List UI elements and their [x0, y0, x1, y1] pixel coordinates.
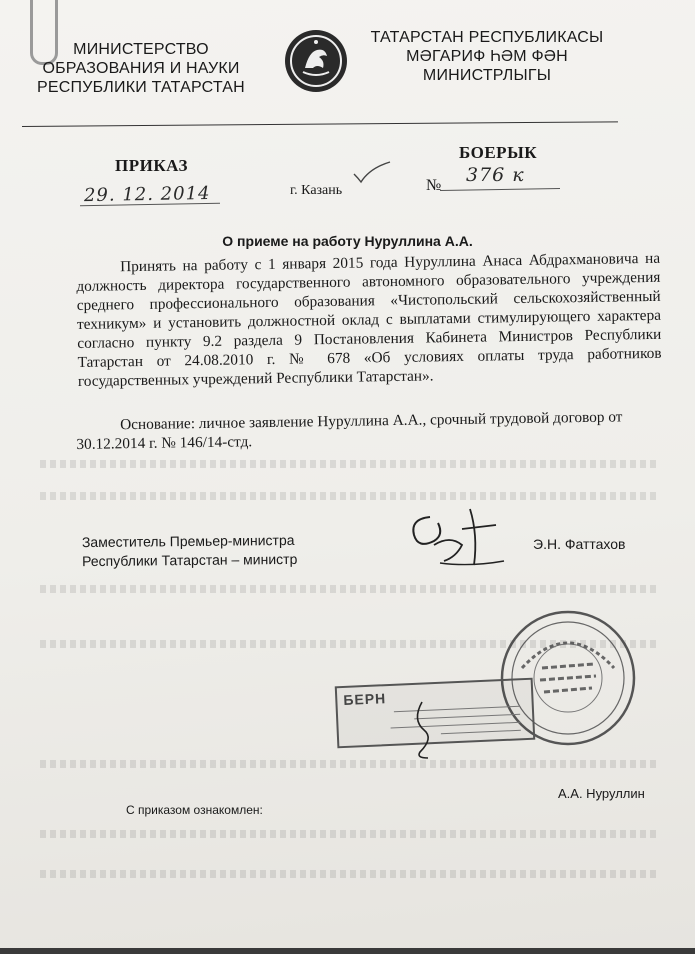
acknowledgement-label: С приказом ознакомлен:	[126, 803, 263, 817]
tatarstan-coat-of-arms-icon	[283, 28, 349, 94]
bleedthrough-line	[40, 760, 660, 768]
order-subject: О приеме на работу Нуруллина А.А.	[222, 233, 473, 249]
header-divider	[22, 121, 618, 127]
bleedthrough-line	[40, 460, 660, 468]
acknowledged-person: А.А. Нуруллин	[558, 786, 645, 801]
order-number-label: №	[426, 177, 442, 194]
signer-title	[82, 531, 298, 571]
header-right-line: МӘГАРИФ ҺӘМ ФӘН	[406, 48, 568, 65]
checkmark-icon	[352, 160, 392, 184]
bleedthrough-line	[40, 640, 660, 648]
number-underline	[440, 188, 560, 191]
scan-bottom-edge	[0, 948, 695, 954]
bleedthrough-line	[40, 492, 660, 500]
ministry-header-russian	[30, 40, 252, 97]
handwritten-signature-icon	[400, 505, 510, 575]
bleedthrough-line	[40, 585, 660, 593]
header-right-line: МИНИСТРЛЫГЫ	[422, 67, 552, 84]
bleedthrough-line	[40, 830, 660, 838]
order-title-russian: ПРИКАЗ	[115, 156, 188, 175]
header-left-line: МИНИСТЕРСТВО	[73, 41, 209, 58]
signer-title-line: Заместитель Премьер-министра	[81, 531, 295, 551]
order-body: Принять на работу с 1 января 2015 года Нуруллина Анаса Абдрахмановича на должность директора государственного автономного образовательного учреждения среднего профессионального образования «Чистопольский сельскохозяйственный техникум» и установить должностной оклад с выплатами стимулирующего характера согласно пункту 9.2 раздела 9 Постановления Кабинета Министров Республики Татарстан от 24.08.2010 г. № 678 «Об условиях оплаты труда работников государственных учреждений Республики Татарстан».	[76, 249, 662, 390]
signer-name: Э.Н. Фаттахов	[533, 536, 626, 552]
bleedthrough-line	[40, 870, 660, 878]
order-basis: Основание: личное заявление Нуруллина А.А., срочный трудовой договор от 30.12.2014 г. № 146/14-стд.	[76, 408, 623, 453]
signer-title-line: Республики Татарстан – министр	[82, 550, 298, 570]
order-city: г. Казань	[290, 183, 343, 198]
header-right-line: ТАТАРСТАН РЕСПУБЛИКАСЫ	[370, 29, 604, 46]
order-date: 29. 12. 2014	[83, 182, 211, 207]
stamp-logo: БЕРН	[342, 690, 387, 708]
stamp-signature-icon	[402, 700, 442, 760]
order-title-tatar: БОЕРЫК	[459, 143, 538, 162]
header-left-line: ОБРАЗОВАНИЯ И НАУКИ	[42, 60, 240, 77]
header-left-line: РЕСПУБЛИКИ ТАТАРСТАН	[37, 79, 245, 96]
ministry-header-tatar	[362, 28, 612, 85]
order-number: 376 к	[466, 164, 525, 186]
